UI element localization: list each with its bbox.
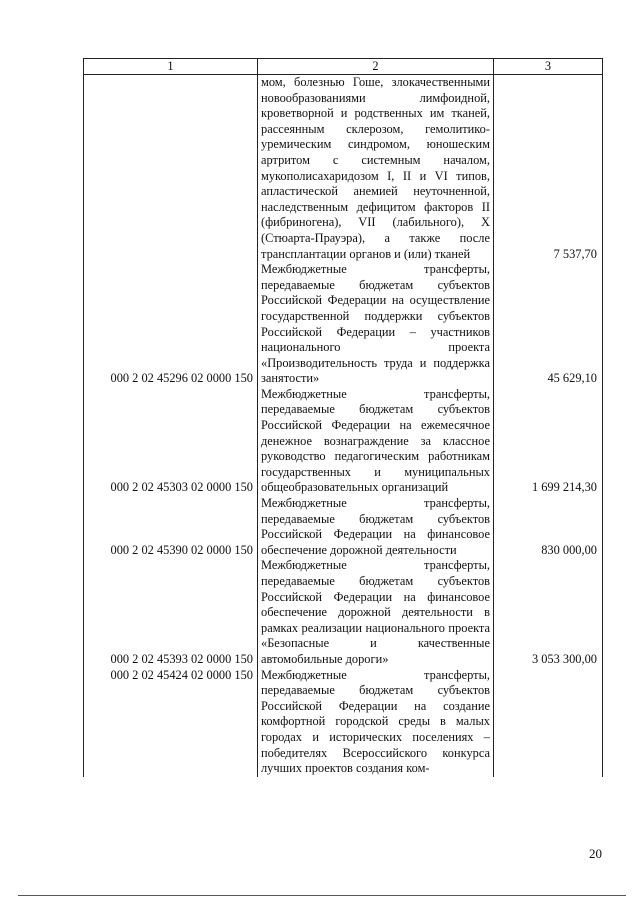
row-code: 000 2 02 45390 02 0000 150: [84, 496, 258, 558]
bottom-divider: [18, 895, 626, 896]
row-amount: [494, 668, 603, 777]
table-row: [84, 668, 603, 777]
row-code: 000 2 02 45303 02 0000 150: [84, 387, 258, 496]
row-code: [84, 75, 258, 263]
table-row-continuation: [84, 75, 603, 263]
row-amount: 45 629,10: [494, 262, 603, 387]
budget-table: [83, 58, 603, 777]
row-description: Межбюджетные трансферты, передаваемые бюджетам субъектов Российской Федерации на финансовое обеспечение дорожной деятельности: [258, 496, 494, 558]
row-code: 000 2 02 45424 02 0000 150: [84, 668, 258, 777]
table-header-row: [84, 59, 603, 75]
row-description: Межбюджетные трансферты, передаваемые бюджетам субъектов Российской Федерации на финансовое обеспечение дорожной деятельности в рамках реализации национального проекта «Безопасные и качественные автомобильные дороги»: [258, 558, 494, 667]
row-code: 000 2 02 45393 02 0000 150: [84, 558, 258, 667]
row-amount: 1 699 214,30: [494, 387, 603, 496]
column-header-1: 1: [84, 59, 258, 75]
column-header-2: 2: [258, 59, 494, 75]
row-code: 000 2 02 45296 02 0000 150: [84, 262, 258, 387]
row-description: Межбюджетные трансферты, передаваемые бюджетам субъектов Российской Федерации на осуществление государственной поддержки субъектов Российской Федерации – участников национального проекта «Производительность труда и поддержка занятости»: [258, 262, 494, 387]
table-row: [84, 387, 603, 496]
row-description: мом, болезнью Гоше, злокачественными новообразованиями лимфоидной, кроветворной и родственных им тканей, рассеянным склерозом, гемолитико-уремическим синдромом, юношеским артритом с системным началом, мукополисахаридозом I, II и VI типов, апластической анемией неуточненной, наследственным дефицитом факторов II (фибриногена), VII (лабильного), X (Стюарта-Прауэра), а также после трансплантации органов и (или) тканей: [258, 75, 494, 263]
row-amount: 3 053 300,00: [494, 558, 603, 667]
row-amount: 7 537,70: [494, 75, 603, 263]
page-number: 20: [589, 846, 602, 861]
table-row: [84, 496, 603, 558]
row-description: Межбюджетные трансферты, передаваемые бюджетам субъектов Российской Федерации на ежемесячное денежное вознаграждение за классное руководство педагогическим работникам государственных и муниципальных общеобразовательных организаций: [258, 387, 494, 496]
table-row: [84, 262, 603, 387]
table-row: [84, 558, 603, 667]
column-header-3: 3: [494, 59, 603, 75]
row-amount: 830 000,00: [494, 496, 603, 558]
row-description: Межбюджетные трансферты, передаваемые бюджетам субъектов Российской Федерации на создание комфортной городской среды в малых городах и исторических поселениях – победителях Всероссийского конкурса лучших проектов создания ком-: [258, 668, 494, 777]
